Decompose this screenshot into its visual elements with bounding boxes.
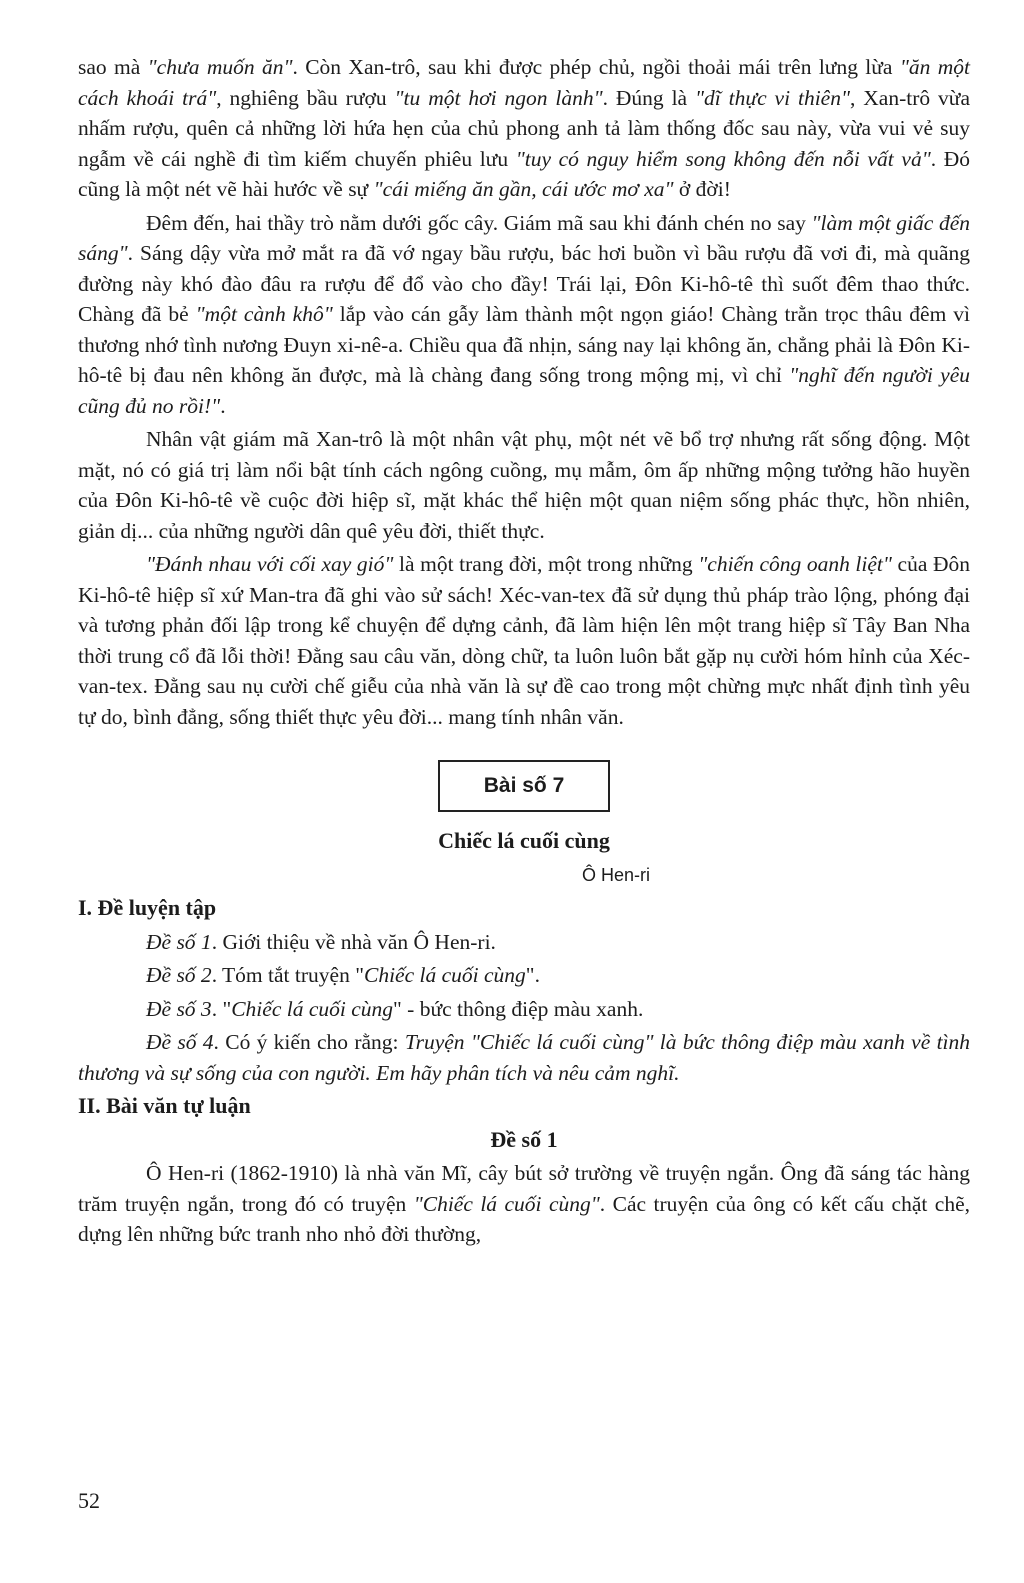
section-heading-essays: II. Bài văn tự luận xyxy=(78,1093,251,1118)
exercise-after: ". xyxy=(525,963,540,987)
exercise-label: Đề số 2 xyxy=(146,963,212,987)
text-run: . Sáng dậy vừa mở mắt ra đã vớ ngay bầu rượu, bác hơi buồn vì bầu rượu đã vơi đi, mà quãng đường này khó đào đâu ra rượu để đổ vào cho đầy! Trái lại, Đôn Ki-hô-tê thì suốt đêm thao thức. Chàng đã bẻ xyxy=(78,241,970,326)
quoted-phrase: "tu một hơi ngon lành" xyxy=(394,85,603,110)
lesson-number-box: Bài số 7 xyxy=(438,760,611,812)
text-run: là một trang đời, một trong những xyxy=(393,552,699,576)
exercise-title: Chiếc lá cuối cùng xyxy=(231,996,394,1021)
text-run: , nghiêng bầu rượu xyxy=(216,85,395,110)
exercise-list xyxy=(78,927,970,1089)
exercise-text: . Có ý kiến cho rằng: xyxy=(213,1030,405,1054)
text-run: , Xan-trô vừa nhấm rượu, quên cả những lời hứa hẹn của chủ phong anh tả làm thống đốc sau này, vừa vui vẻ suy ngẫm về cái nghề đi tìm kiếm chuyến phiêu lưu xyxy=(78,85,970,171)
text-run: . Còn Xan-trô, sau khi được phép chủ, ngồi thoải mái trên lưng lừa xyxy=(292,55,900,79)
page-body xyxy=(78,52,970,1253)
exercise-item xyxy=(78,1027,970,1088)
body-paragraph xyxy=(78,208,970,422)
text-run: . Đúng là xyxy=(602,85,695,110)
text-run: . Đó cũng là một nét vẽ hài hước về sự xyxy=(78,146,971,201)
quoted-phrase: "dĩ thực vi thiên" xyxy=(695,85,850,110)
text-run: Ô Hen-ri (1862-1910) là nhà văn Mĩ, cây bút sở trường về truyện ngắn. Ông đã sáng tác hàng trăm truyện ngắn, trong đó có truyện xyxy=(78,1161,970,1216)
story-title: Chiếc lá cuối cùng xyxy=(438,828,610,853)
text-run: Đêm đến, hai thầy trò nằm dưới gốc cây. Giám mã sau khi đánh chén no say xyxy=(146,210,812,235)
body-paragraph xyxy=(78,549,970,732)
text-run: Nhân vật giám mã Xan-trô là một nhân vật phụ, một nét vẽ bổ trợ nhưng rất sống động. Một mặt, nó có giá trị làm nổi bật tính cách ngông cuồng, mụ mẫm, ôm ấp những mộng tưởng hão huyền của Đôn Ki-hô-tê về cuộc đời hiệp sĩ, mặt khác thể hiện một quan niệm sống phác thực, hồn nhiên, giản dị... của những người dân quê yêu đời, thiết thực. xyxy=(78,427,970,543)
quoted-phrase: "cái miếng ăn gần, cái ước mơ xa" xyxy=(373,177,674,201)
essay-heading: Đề số 1 xyxy=(490,1126,558,1152)
body-paragraph xyxy=(78,52,970,205)
text-run: ở đời! xyxy=(673,177,731,201)
text-run: . Các truyện của ông có kết cấu chặt chẽ, dựng lên những bức tranh nho nhỏ đời thường, xyxy=(78,1191,970,1246)
quoted-phrase: "ăn một cách khoái trá" xyxy=(78,55,970,110)
lesson-box-wrap xyxy=(78,760,970,812)
exercise-text: . Tóm tắt truyện " xyxy=(211,963,364,987)
exercise-title: Truyện "Chiếc lá cuối cùng" là bức thông điệp màu xanh về tình thương và sự sống của con người. Em hãy phân tích và nêu cảm nghĩ. xyxy=(78,1030,971,1085)
essay-paragraph xyxy=(78,1158,970,1250)
text-run: lắp vào cán gẫy làm thành một ngọn giáo! Chàng trằn trọc thâu đêm vì thương nhớ tình nương Đuyn xi-nê-a. Chiều qua đã nhịn, sáng nay lại không ăn, chẳng phải là Đôn Ki-hô-tê bị đau nên không ăn được, mà là chàng đang sống trong mộng mị, vì chỉ xyxy=(78,302,970,387)
quoted-phrase: "tuy có nguy hiểm song không đến nỗi vất vả" xyxy=(515,146,931,171)
quoted-phrase: "Chiếc lá cuối cùng" xyxy=(413,1191,600,1216)
quoted-phrase: "làm một giấc đến sáng" xyxy=(78,210,970,265)
text-run: sao mà xyxy=(78,55,148,79)
page-number: 52 xyxy=(78,1488,100,1513)
quoted-phrase: "chiến công oanh liệt" xyxy=(698,552,892,576)
body-paragraph xyxy=(78,424,970,546)
text-run: của Đôn Ki-hô-tê hiệp sĩ xứ Man-tra đã ghi vào sử sách! Xéc-van-tex đã sử dụng thủ pháp trào lộng, phóng đại và tương phản đối lập trong kể chuyện để dựng cảnh, đã làm hiện lên một trang hiệp sĩ Tây Ban Nha thời trung cổ đã lỗi thời! Đằng sau câu văn, dòng chữ, ta luôn luôn bắt gặp nụ cười hóm hỉnh của Xéc-van-tex. Đằng sau nụ cười chế giễu của nhà văn là sự đề cao trong một chừng mực nhất định tình yêu tự do, bình đẳng, sống thiết thực yêu đời... mang tính nhân văn. xyxy=(78,552,970,729)
quoted-phrase: "nghĩ đến người yêu cũng đủ no rồi!" xyxy=(78,363,970,418)
exercise-label: Đề số 3 xyxy=(146,996,212,1021)
exercise-title: Chiếc lá cuối cùng xyxy=(363,963,526,987)
quoted-phrase: "Đánh nhau với cối xay gió" xyxy=(146,552,394,576)
exercise-item xyxy=(78,960,970,991)
exercise-item xyxy=(78,927,970,958)
section-heading-exercises: I. Đề luyện tập xyxy=(78,895,217,920)
exercise-text: . " xyxy=(211,996,232,1021)
story-author: Ô Hen-ri xyxy=(581,864,650,885)
quoted-phrase: "một cành khô" xyxy=(195,302,333,326)
quoted-phrase: "chưa muốn ăn" xyxy=(147,55,293,79)
exercise-after: " - bức thông điệp màu xanh. xyxy=(393,996,644,1021)
text-run: . xyxy=(220,393,226,418)
exercise-text: . Giới thiệu về nhà văn Ô Hen-ri. xyxy=(211,929,496,954)
exercise-label: Đề số 1 xyxy=(146,929,212,954)
commentary-section xyxy=(78,52,970,732)
exercise-item xyxy=(78,994,970,1025)
exercise-label: Đề số 4 xyxy=(146,1030,214,1054)
